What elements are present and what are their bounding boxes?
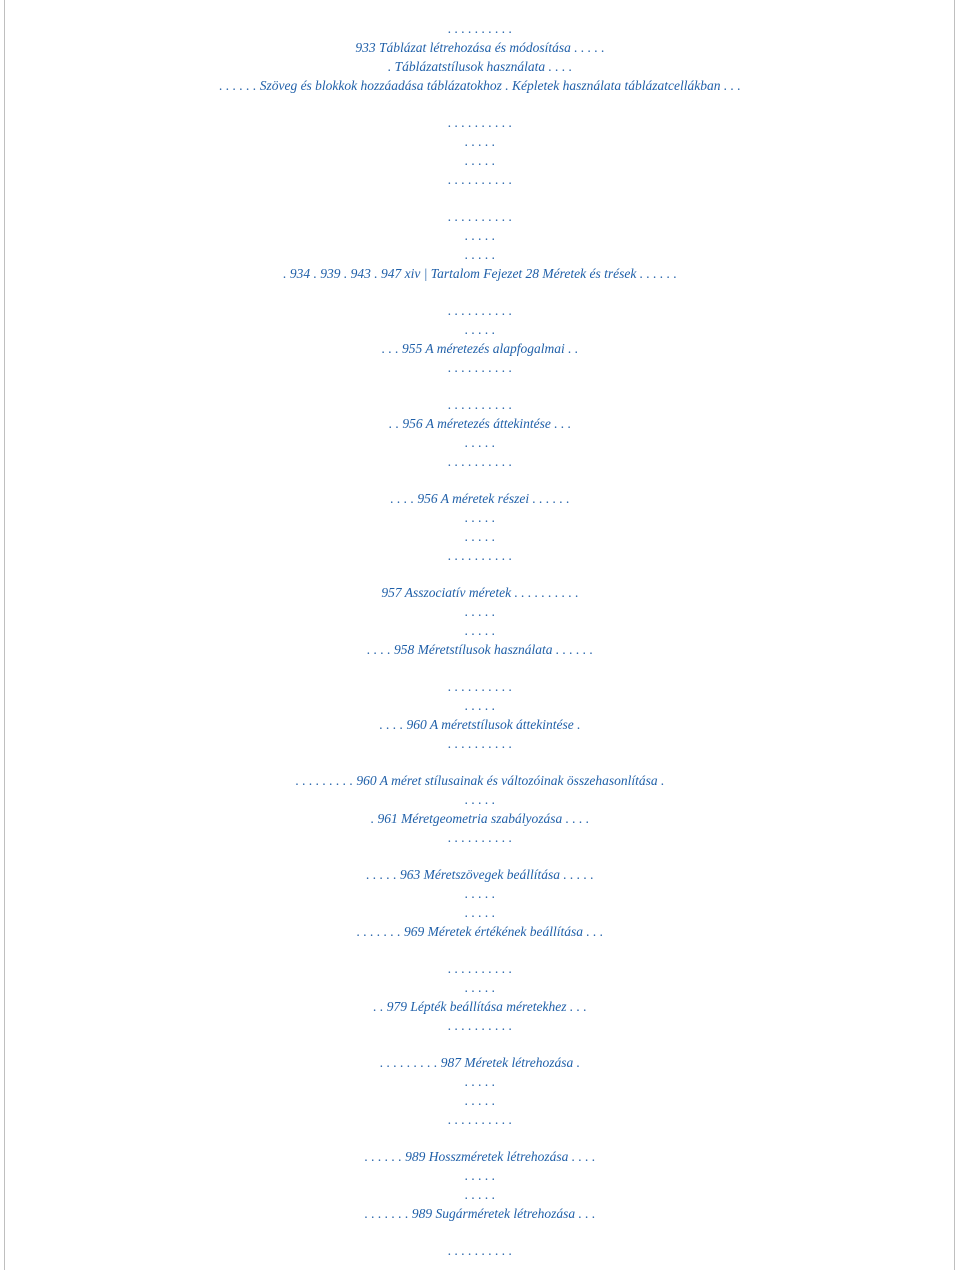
toc-line: . . . . . <box>464 1187 496 1202</box>
toc-line: . . . . . . . . . 960 A méret stílusainak és változóinak összehasonlítása . <box>295 773 665 788</box>
toc-line: . . . . . <box>464 1074 496 1089</box>
toc-line: . . . . . . . . . . <box>447 172 513 187</box>
toc-line: . . . . . <box>464 228 496 243</box>
toc-line: . . 956 A méretezés áttekintése . . . <box>388 416 572 431</box>
toc-line: . . . . . 963 Méretszövegek beállítása . . . . . <box>366 867 594 882</box>
toc-line: . . . . . . . . . . <box>447 397 513 412</box>
toc-line: . . . . . . . 989 Sugárméretek létrehozása . . . <box>364 1206 596 1221</box>
toc-line: . . . . . . . . . 987 Méretek létrehozása . <box>380 1055 580 1070</box>
toc-line: . . . . . . . . . . <box>447 21 513 36</box>
toc-line: . . . 955 A méretezés alapfogalmai . . <box>381 341 579 356</box>
toc-line: . . . . . . . . . . <box>447 454 513 469</box>
toc-line: 933 Táblázat létrehozása és módosítása . . . . . <box>355 40 605 55</box>
toc-line: . . . . . . . 969 Méretek értékének beállítása . . . <box>356 924 604 939</box>
toc-line: . . . . . . . . . . <box>447 736 513 751</box>
toc-line: . . . . . . . . . . <box>447 209 513 224</box>
toc-line: . . . . . . . . . . <box>447 360 513 375</box>
toc-line: . . . . 958 Méretstílusok használata . . . . . . <box>367 642 593 657</box>
toc-line: . . . . . <box>464 604 496 619</box>
toc-line: . . . . . . . . . . <box>447 1018 513 1033</box>
toc-line: . . . . . <box>464 698 496 713</box>
toc-line: . . . . . . 989 Hosszméretek létrehozása . . . . <box>364 1149 596 1164</box>
toc-line: . . . . . <box>464 529 496 544</box>
toc-line: . . . . . <box>464 153 496 168</box>
toc-line: 957 Asszociatív méretek . . . . . . . . . . <box>381 585 579 600</box>
toc-line: . . . . . . . . . . <box>447 1243 513 1258</box>
toc-line: . . . . . <box>464 322 496 337</box>
toc-line: . . . . . <box>464 980 496 995</box>
toc-line: . . . . 956 A méretek részei . . . . . . <box>390 491 570 506</box>
toc-line: . . . . . <box>464 435 496 450</box>
toc-line: . . . . . . . . . . <box>447 1112 513 1127</box>
toc-line: . . . . . <box>464 1093 496 1108</box>
toc-line: . . . . . <box>464 886 496 901</box>
toc-line: . 961 Méretgeometria szabályozása . . . . <box>370 811 590 826</box>
toc-line: . . . . . . . . . . <box>447 303 513 318</box>
toc-line: . . . . . <box>464 905 496 920</box>
toc-line: . . . . . <box>464 134 496 149</box>
toc-line: . . . . . <box>464 792 496 807</box>
toc-line: . . . . 960 A méretstílusok áttekintése . <box>379 717 581 732</box>
toc-line: . . . . . . . . . . <box>447 961 513 976</box>
toc-line: . . . . . <box>464 623 496 638</box>
toc-line: . . 979 Lépték beállítása méretekhez . . . <box>373 999 587 1014</box>
toc-line: . . . . . . . . . . <box>447 115 513 130</box>
toc-line: . Táblázatstílusok használata . . . . <box>387 59 573 74</box>
toc-line: . . . . . <box>464 510 496 525</box>
toc-line: . . . . . <box>464 1168 496 1183</box>
toc-line: . . . . . <box>464 247 496 262</box>
toc-line: . . . . . . . . . . <box>447 830 513 845</box>
toc-line: . . . . . . . . . . <box>447 548 513 563</box>
toc-line: . 934 . 939 . 943 . 947 xiv | Tartalom Fejezet 28 Méretek és trések . . . . . . <box>283 266 677 281</box>
toc-line: . . . . . . . . . . <box>447 679 513 694</box>
toc-line: . . . . . . Szöveg és blokkok hozzáadása táblázatokhoz . Képletek használata táblázatcellákban . . . <box>219 78 741 93</box>
